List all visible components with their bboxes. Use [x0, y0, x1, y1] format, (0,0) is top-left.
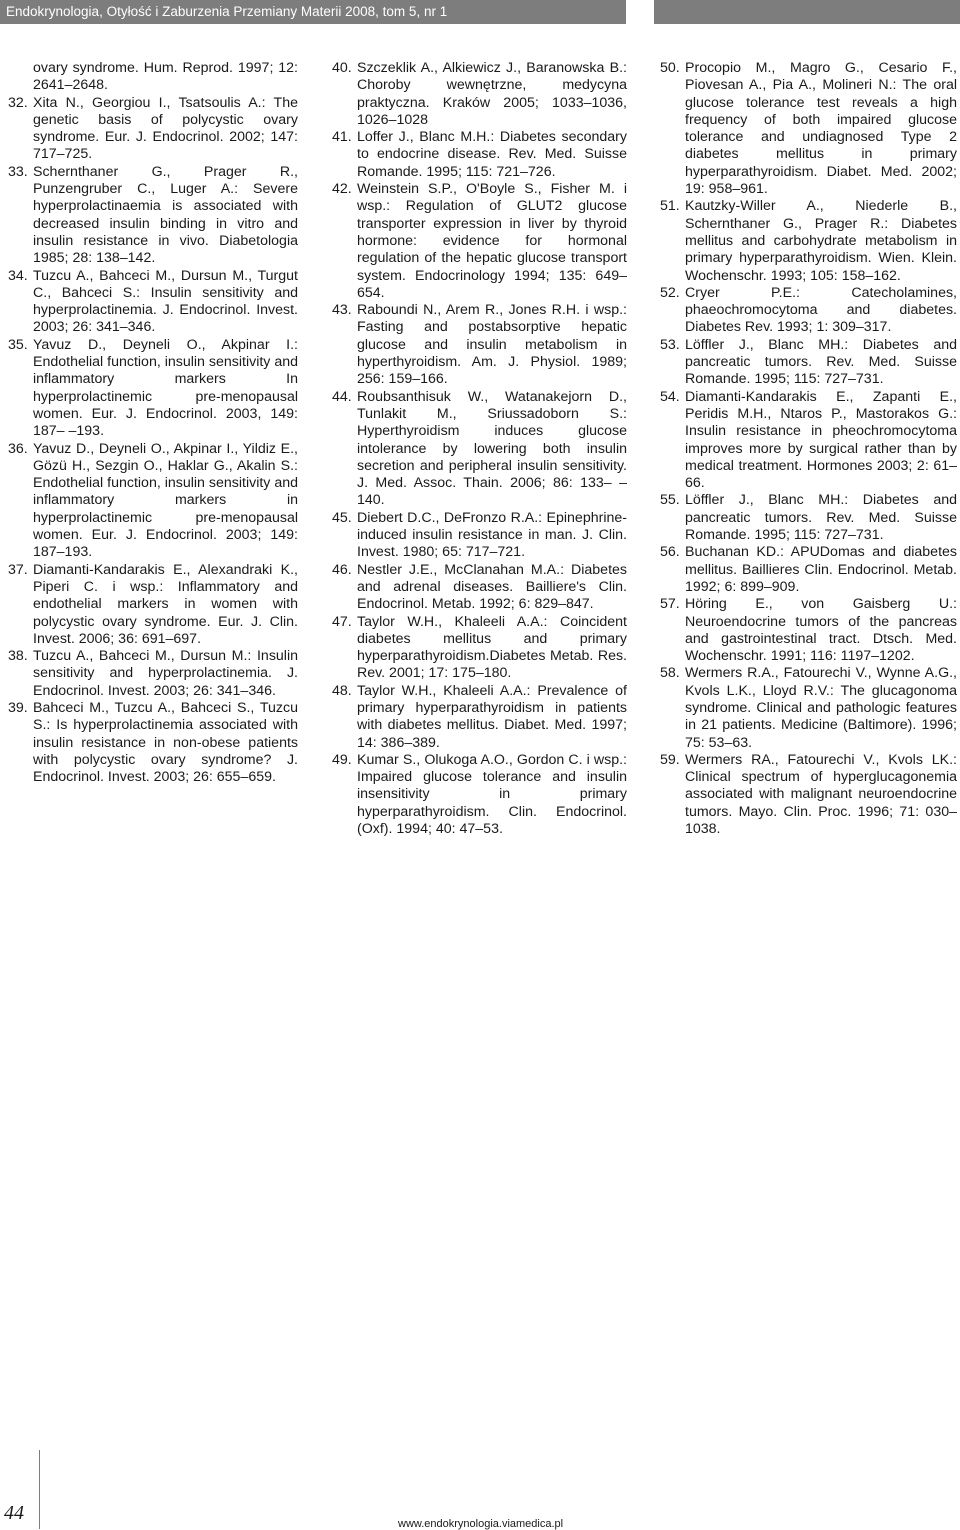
reference-number: 39. [8, 699, 28, 716]
reference-item [660, 665, 957, 751]
reference-text: Raboundi N., Arem R., Jones R.H. i wsp.: Fasting and postabsorptive hepatic glucose and insulin metabolism in hyperthyroidism. Am. J. Physiol. 1989; 256: 159–166. [357, 302, 627, 388]
reference-text: Wermers RA., Fatourechi V., Kvols LK.: Clinical spectrum of hyperglucagonemia associated with malignant neuroendocrine tumors. Mayo. Clin. Proc. 1996; 71: 030–1038. [685, 751, 957, 838]
reference-item [660, 337, 957, 389]
reference-number: 59. [660, 751, 680, 768]
reference-text: Cryer P.E.: Catecholamines, phaeochromocytoma and diabetes. Diabetes Rev. 1993; 1: 309–317. [685, 284, 957, 336]
reference-item [8, 441, 298, 562]
reference-number: 36. [8, 440, 28, 457]
reference-number: 58. [660, 665, 680, 682]
page-number: 44 [4, 1502, 24, 1524]
reference-item [660, 492, 957, 544]
reference-number: 55. [660, 492, 680, 509]
reference-item [8, 648, 298, 700]
reference-number: 46. [332, 561, 352, 578]
reference-item [660, 285, 957, 337]
reference-item [332, 614, 627, 683]
reference-number: 48. [332, 682, 352, 699]
reference-text: Taylor W.H., Khaleeli A.A.: Prevalence of primary hyperparathyroidism in patients with diabetes mellitus. Diabet. Med. 1997; 14: 386–389. [357, 682, 627, 751]
reference-item [332, 510, 627, 562]
reference-item [332, 752, 627, 838]
reference-text: Löffler J., Blanc MH.: Diabetes and pancreatic tumors. Rev. Med. Suisse Romande. 1995; 115: 727–731. [685, 492, 957, 544]
reference-item [660, 389, 957, 493]
reference-item [8, 337, 298, 441]
footer-url: www.endokrynologia.viamedica.pl [398, 1518, 564, 1530]
reference-number: 53. [660, 336, 680, 353]
running-header [0, 0, 960, 24]
reference-text: Diamanti-Kandarakis E., Zapanti E., Peridis M.H., Ntaros P., Mastorakos G.: Insulin resistance in pheochromocytoma improves more by surgical rather than by medical treatment. Hormones 2003; 2: 61–66. [685, 388, 957, 492]
reference-text: Buchanan KD.: APUDomas and diabetes mellitus. Baillieres Clin. Endocrinol. Metab. 1992; 6: 899–909. [685, 544, 957, 595]
reference-item [8, 268, 298, 337]
reference-number: 54. [660, 388, 680, 405]
reference-text: Nestler J.E., McClanahan M.A.: Diabetes and adrenal diseases. Bailliere's Clin. Endocrinol. Metab. 1992; 6: 829–847. [357, 561, 627, 613]
reference-item [660, 60, 957, 198]
reference-item [8, 95, 298, 164]
reference-number: 38. [8, 648, 28, 665]
reference-text: Yavuz D., Deyneli O., Akpinar I.: Endothelial function, insulin sensitivity and inflammatory markers In hyperprolactinemic pre-menopausal women. Eur. J. Endocrinol. 2003, 149: 187– –193. [33, 336, 298, 440]
reference-number: 37. [8, 561, 28, 578]
reference-number: 57. [660, 596, 680, 613]
header-gap [626, 0, 654, 24]
reference-number: 43. [332, 302, 352, 319]
reference-number: 33. [8, 163, 28, 180]
reference-number: 40. [332, 60, 352, 76]
reference-text: Tuzcu A., Bahceci M., Dursun M., Turgut C., Bahceci S.: Insulin sensitivity and hyperprolactinemia. J. Endocrinol. Invest. 2003; 26: 341–346. [33, 267, 298, 336]
reference-text: Wermers R.A., Fatourechi V., Wynne A.G., Kvols L.K., Lloyd R.V.: The glucagonoma syndrome. Clinical and pathologic features in 21 patients. Medicine (Baltimore). 1996; 75: 53–63. [685, 665, 957, 751]
reference-item [332, 181, 627, 302]
reference-item [660, 596, 957, 665]
reference-item [660, 752, 957, 838]
reference-item [332, 302, 627, 388]
reference-item [8, 562, 298, 648]
reference-item [8, 700, 298, 786]
reference-text: Diamanti-Kandarakis E., Alexandraki K., Piperi C. i wsp.: Inflammatory and endothelial markers in women with polycystic ovary syndrome. Eur. J. Clin. Invest. 2006; 36: 691–697. [33, 561, 298, 647]
reference-item [332, 389, 627, 510]
reference-text: Bahceci M., Tuzcu A., Bahceci S., Tuzcu S.: Is hyperprolactinemia associated with insulin resistance in non-obese patients with polycystic ovary syndrome? J. Endocrinol. Invest. 2003; 26: 655–659. [33, 699, 298, 786]
reference-item [332, 129, 627, 181]
reference-number: 47. [332, 613, 352, 630]
reference-text: Weinstein S.P., O'Boyle S., Fisher M. i wsp.: Regulation of GLUT2 glucose transporter expression in liver by thyroid hormone: evidence for hormonal regulation of the hepatic glucose transport system. Endocrinology 1994; 135: 649–654. [357, 181, 627, 301]
reference-number: 35. [8, 336, 28, 353]
reference-text: Höring E., von Gaisberg U.: Neuroendocrine tumors of the pancreas and gastrointestinal tract. Dtsch. Med. Wochenschr. 1991; 116: 1197–1202. [685, 596, 957, 665]
reference-number: 34. [8, 267, 28, 284]
reference-item [660, 198, 957, 284]
page-margin-rule [39, 1450, 40, 1529]
reference-column-middle [332, 60, 627, 838]
reference-text: Diebert D.C., DeFronzo R.A.: Epinephrine-induced insulin resistance in man. J. Clin. Invest. 1980; 65: 717–721. [357, 509, 627, 561]
reference-text: Roubsanthisuk W., Watanakejorn D., Tunlakit M., Sriussadoborn S.: Hyperthyroidism induces glucose intolerance by lowering both insulin secretion and peripheral insulin sensitivity. J. Med. Assoc. Thain. 2006; 86: 133– –140. [357, 388, 627, 509]
reference-text: Kautzky-Willer A., Niederle B., Schernthaner G., Prager R.: Diabetes mellitus and carbohydrate metabolism in primary hyperparathyroidism. Wien. Klein. Wochenschr. 1993; 105: 158–162. [685, 198, 957, 284]
reference-text: Szczeklik A., Alkiewicz J., Baranowska B.: Choroby wewnętrzne, medycyna praktyczna. Kraków 2005; 1033–1036, 1026–1028 [357, 60, 627, 128]
reference-item [332, 60, 627, 129]
reference-column-left [8, 60, 298, 786]
reference-number: 50. [660, 60, 680, 76]
reference-item [8, 164, 298, 268]
reference-item [332, 683, 627, 752]
reference-text: Kumar S., Olukoga A.O., Gordon C. i wsp.: Impaired glucose tolerance and insulin insensitivity in primary hyperparathyroidism. Clin. Endocrinol. (Oxf). 1994; 40: 47–53. [357, 751, 627, 838]
reference-text: Loffer J., Blanc M.H.: Diabetes secondary to endocrine disease. Rev. Med. Suisse Romande. 1995; 115: 721–726. [357, 129, 627, 180]
reference-number: 32. [8, 94, 28, 111]
reference-text: Yavuz D., Deyneli O., Akpinar I., Yildiz E., Gözü H., Sezgin O., Haklar G., Akalin S.: Endothelial function, insulin sensitivity and inflammatory markers in hyperprolactinemic pre-menopausal women. Eur. J. Endocrinol. 2003; 149: 187–193. [33, 440, 298, 561]
reference-number: 41. [332, 129, 352, 146]
reference-text: Procopio M., Magro G., Cesario F., Piovesan A., Pia A., Molineri N.: The oral glucose tolerance test reveals a high frequency of both impaired glucose tolerance and undiagnosed Type 2 diabetes mellitus in primary hyperparathyroidism. Diabet. Med. 2002; 19: 958–961. [685, 60, 957, 198]
reference-text: Xita N., Georgiou I., Tsatsoulis A.: The genetic basis of polycystic ovary syndrome. Eur. J. Endocrinol. 2002; 147: 717–725. [33, 94, 298, 163]
reference-number: 49. [332, 751, 352, 768]
reference-text: Schernthaner G., Prager R., Punzengruber C., Luger A.: Severe hyperprolactinaemia is associated with decreased insulin binding in vitro and insulin resistance in vivo. Diabetologia 1985; 28: 138–142. [33, 163, 298, 267]
reference-continuation: ovary syndrome. Hum. Reprod. 1997; 12: 2641–2648. [33, 60, 298, 94]
reference-text: Tuzcu A., Bahceci M., Dursun M.: Insulin sensitivity and hyperprolactinemia. J. Endocrinol. Invest. 2003; 26: 341–346. [33, 648, 298, 699]
header-bar [654, 0, 960, 24]
reference-item [332, 562, 627, 614]
reference-item [660, 544, 957, 596]
reference-number: 44. [332, 388, 352, 405]
reference-number: 45. [332, 509, 352, 526]
reference-number: 52. [660, 284, 680, 301]
reference-number: 42. [332, 181, 352, 198]
reference-number: 56. [660, 544, 680, 561]
journal-title: Endokrynologia, Otyłość i Zaburzenia Przemiany Materii 2008, tom 5, nr 1 [0, 0, 626, 24]
reference-column-right [660, 60, 957, 838]
reference-number: 51. [660, 198, 680, 215]
reference-text: Löffler J., Blanc MH.: Diabetes and pancreatic tumors. Rev. Med. Suisse Romande. 1995; 115: 727–731. [685, 336, 957, 388]
reference-text: Taylor W.H., Khaleeli A.A.: Coincident diabetes mellitus and primary hyperparathyroidism.Diabetes Metab. Res. Rev. 2001; 17: 175–180. [357, 613, 627, 682]
